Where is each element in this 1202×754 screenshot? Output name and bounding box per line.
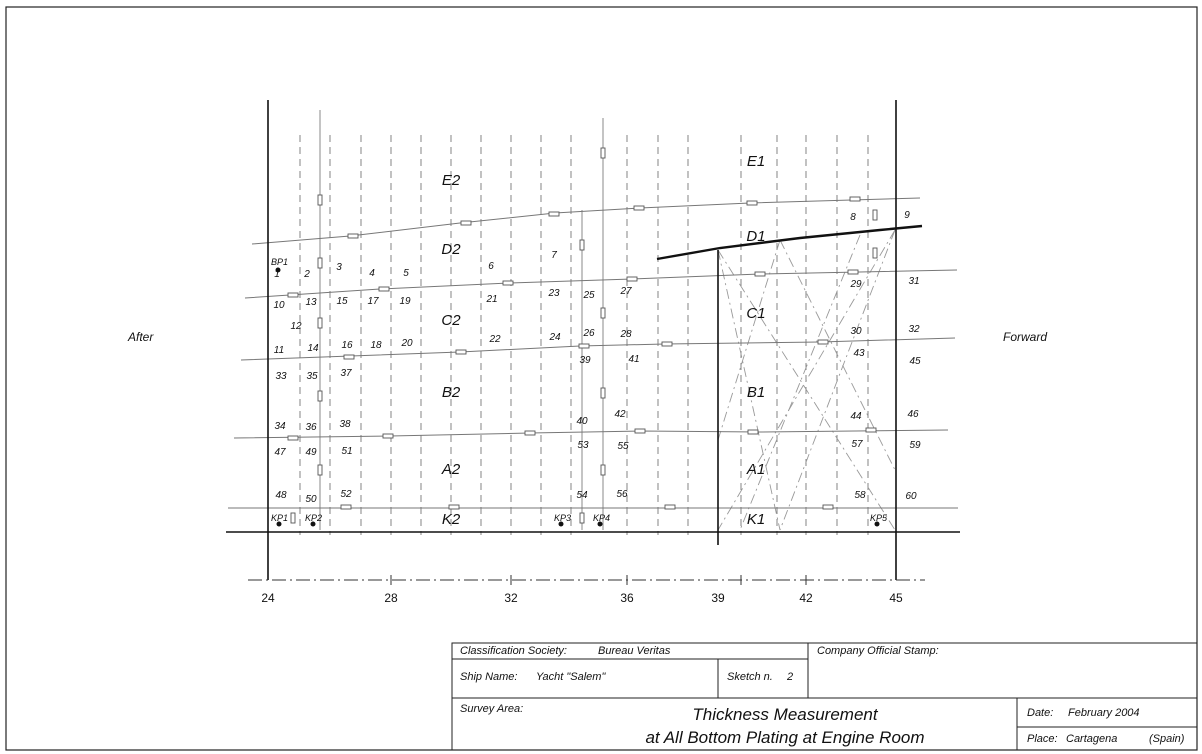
survey-area-line1: Thickness Measurement — [692, 705, 878, 724]
sketch-number-value: 2 — [787, 671, 794, 683]
point-number: 10 — [273, 300, 285, 311]
forward-label: Forward — [1003, 330, 1048, 344]
point-number: 3 — [336, 262, 342, 273]
ship-name-value: Yacht "Salem" — [536, 671, 606, 683]
measurement-point-numbers — [273, 210, 921, 505]
point-number: 7 — [551, 250, 557, 261]
zone-label: B2 — [441, 384, 461, 401]
point-number: 2 — [304, 269, 310, 280]
point-number: 45 — [909, 356, 921, 367]
classification-society-value: Bureau Veritas — [598, 645, 671, 657]
zone-label: D2 — [441, 241, 461, 258]
point-number: 48 — [275, 490, 287, 501]
point-number: 53 — [577, 440, 589, 451]
place-country: (Spain) — [1149, 733, 1185, 745]
ref-point-label: KP4 — [593, 513, 611, 523]
zone-label: K1 — [746, 511, 766, 528]
point-number: 55 — [617, 441, 629, 452]
strake-seams — [228, 198, 958, 508]
reference-dots — [273, 268, 880, 527]
point-number: 6 — [488, 261, 494, 272]
ship-name-label: Ship Name: — [460, 671, 518, 683]
point-number: 52 — [340, 489, 352, 500]
date-label: Date: — [1027, 707, 1054, 719]
zone-label: E1 — [746, 153, 766, 170]
point-number: 44 — [850, 411, 862, 422]
point-number: 36 — [305, 422, 317, 433]
point-number: 57 — [851, 439, 863, 450]
point-number: 17 — [367, 296, 379, 307]
point-number: 29 — [850, 279, 862, 290]
survey-area-label: Survey Area: — [460, 703, 524, 715]
point-number: 13 — [305, 297, 317, 308]
frame-tick-label: 39 — [711, 591, 725, 605]
point-number: 46 — [907, 409, 919, 420]
point-number: 40 — [576, 416, 588, 427]
reference-point-labels — [271, 257, 888, 523]
point-number: 4 — [369, 268, 375, 279]
sketch-number-label: Sketch n. — [727, 671, 773, 683]
point-number: 22 — [489, 334, 501, 345]
point-number: 9 — [904, 210, 910, 221]
point-number: 11 — [273, 345, 285, 356]
point-number: 21 — [486, 294, 498, 305]
point-number: 43 — [853, 348, 865, 359]
place-label: Place: — [1027, 733, 1058, 745]
point-number: 20 — [401, 338, 413, 349]
point-number: 31 — [908, 276, 920, 287]
point-number: 38 — [339, 419, 351, 430]
zone-label: B1 — [746, 384, 766, 401]
zone-label: C2 — [441, 312, 461, 329]
point-number: 34 — [274, 421, 286, 432]
ref-point-label: BP1 — [271, 257, 289, 267]
zone-label: C1 — [746, 305, 766, 322]
frame-tick-label: 45 — [889, 591, 903, 605]
point-number: 58 — [854, 490, 866, 501]
point-number: 8 — [850, 212, 856, 223]
ref-point-label: KP3 — [554, 513, 572, 523]
sheet-border — [6, 7, 1197, 750]
point-number: 41 — [628, 354, 640, 365]
point-number: 24 — [549, 332, 561, 343]
point-number: 56 — [616, 489, 628, 500]
zone-label: A1 — [746, 461, 766, 478]
point-number: 42 — [614, 409, 626, 420]
point-number: 23 — [548, 288, 560, 299]
point-number: 30 — [850, 326, 862, 337]
point-number: 15 — [336, 296, 348, 307]
point-number: 26 — [583, 328, 595, 339]
company-stamp-label: Company Official Stamp: — [817, 645, 939, 657]
frame-tick-label: 42 — [799, 591, 813, 605]
point-number: 47 — [274, 447, 286, 458]
point-number: 50 — [305, 494, 317, 505]
frame-tick-labels — [261, 591, 903, 605]
point-number: 32 — [908, 324, 920, 335]
point-number: 25 — [583, 290, 595, 301]
frame-tick-label: 36 — [620, 591, 634, 605]
zone-label: K2 — [441, 511, 461, 528]
zone-label: E2 — [441, 172, 461, 189]
point-number: 14 — [307, 343, 319, 354]
point-number: 12 — [290, 321, 302, 332]
frame-tick-label: 24 — [261, 591, 275, 605]
point-number: 59 — [909, 440, 921, 451]
point-number: 27 — [620, 286, 632, 297]
point-number: 35 — [306, 371, 318, 382]
point-number: 54 — [576, 490, 588, 501]
ref-point-label: KP2 — [305, 513, 323, 523]
zone-label: A2 — [441, 461, 461, 478]
point-number: 28 — [620, 329, 632, 340]
frame-scale — [248, 575, 925, 585]
frame-tick-label: 32 — [504, 591, 518, 605]
ref-point-label: KP5 — [870, 513, 888, 523]
point-number: 18 — [370, 340, 382, 351]
point-number: 39 — [579, 355, 591, 366]
point-number: 60 — [905, 491, 917, 502]
point-number: 51 — [341, 446, 353, 457]
point-number: 49 — [305, 447, 317, 458]
point-number: 19 — [399, 296, 411, 307]
survey-area-line2: at All Bottom Plating at Engine Room — [645, 728, 925, 747]
place-value: Cartagena — [1066, 733, 1118, 745]
point-number: 1 — [274, 269, 280, 280]
date-value: February 2004 — [1068, 707, 1140, 719]
after-label: After — [128, 330, 154, 344]
point-number: 16 — [341, 340, 353, 351]
classification-society-label: Classification Society: — [460, 645, 567, 657]
longitudinal-girders — [320, 110, 603, 530]
point-number: 33 — [275, 371, 287, 382]
ref-point-label: KP1 — [271, 513, 289, 523]
point-number: 5 — [403, 268, 409, 279]
point-number: 37 — [340, 368, 352, 379]
heavy-boundary-line — [657, 226, 922, 259]
frame-tick-label: 28 — [384, 591, 398, 605]
zone-label: D1 — [746, 228, 766, 245]
